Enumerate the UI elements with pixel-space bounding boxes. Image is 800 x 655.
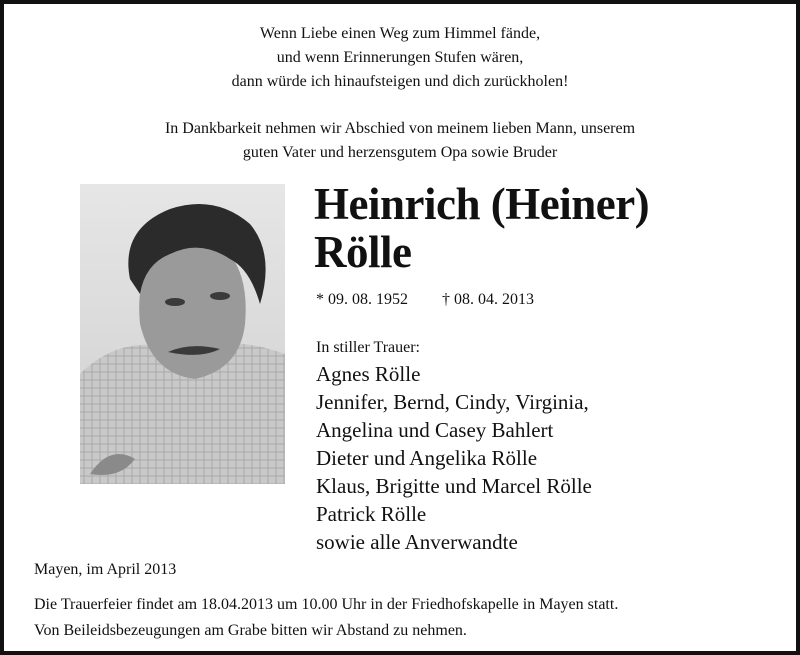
mourner-line: Klaus, Brigitte und Marcel Rölle (316, 474, 592, 498)
poem (4, 22, 796, 94)
mourner-line: Angelina und Casey Bahlert (316, 418, 554, 442)
poem-line: Wenn Liebe einen Weg zum Himmel fände, (259, 25, 541, 42)
place-date: Mayen, im April 2013 (34, 561, 177, 578)
mourning-label: In stiller Trauer: (316, 339, 420, 356)
deceased-name (314, 180, 649, 276)
poem-line: dann würde ich hinaufsteigen und dich zurückholen! (231, 73, 569, 90)
death-date: † 08. 04. 2013 (442, 291, 534, 308)
mourners-list (316, 360, 592, 556)
name-line: Heinrich (Heiner) (314, 179, 650, 229)
mourner-line: Agnes Rölle (316, 362, 421, 386)
footer-line: Von Beileidsbezeugungen am Grabe bitten wir Abstand zu nehmen. (34, 622, 467, 639)
birth-date: * 09. 08. 1952 (316, 291, 408, 308)
name-line: Rölle (314, 227, 412, 277)
poem-line: und wenn Erinnerungen Stufen wären, (276, 49, 524, 66)
portrait-photo (80, 184, 285, 484)
funeral-info (34, 592, 618, 644)
intro-text (4, 117, 796, 165)
mourner-line: sowie alle Anverwandte (316, 530, 518, 554)
mourner-line: Jennifer, Bernd, Cindy, Virginia, (316, 390, 589, 414)
intro-line: guten Vater und herzensgutem Opa sowie Bruder (242, 144, 558, 161)
life-dates (316, 290, 534, 310)
footer-line: Die Trauerfeier findet am 18.04.2013 um 10.00 Uhr in der Friedhofskapelle in Mayen statt. (34, 596, 619, 613)
mourner-line: Patrick Rölle (316, 502, 427, 526)
intro-line: In Dankbarkeit nehmen wir Abschied von meinem lieben Mann, unserem (164, 120, 636, 137)
mourner-line: Dieter und Angelika Rölle (316, 446, 538, 470)
